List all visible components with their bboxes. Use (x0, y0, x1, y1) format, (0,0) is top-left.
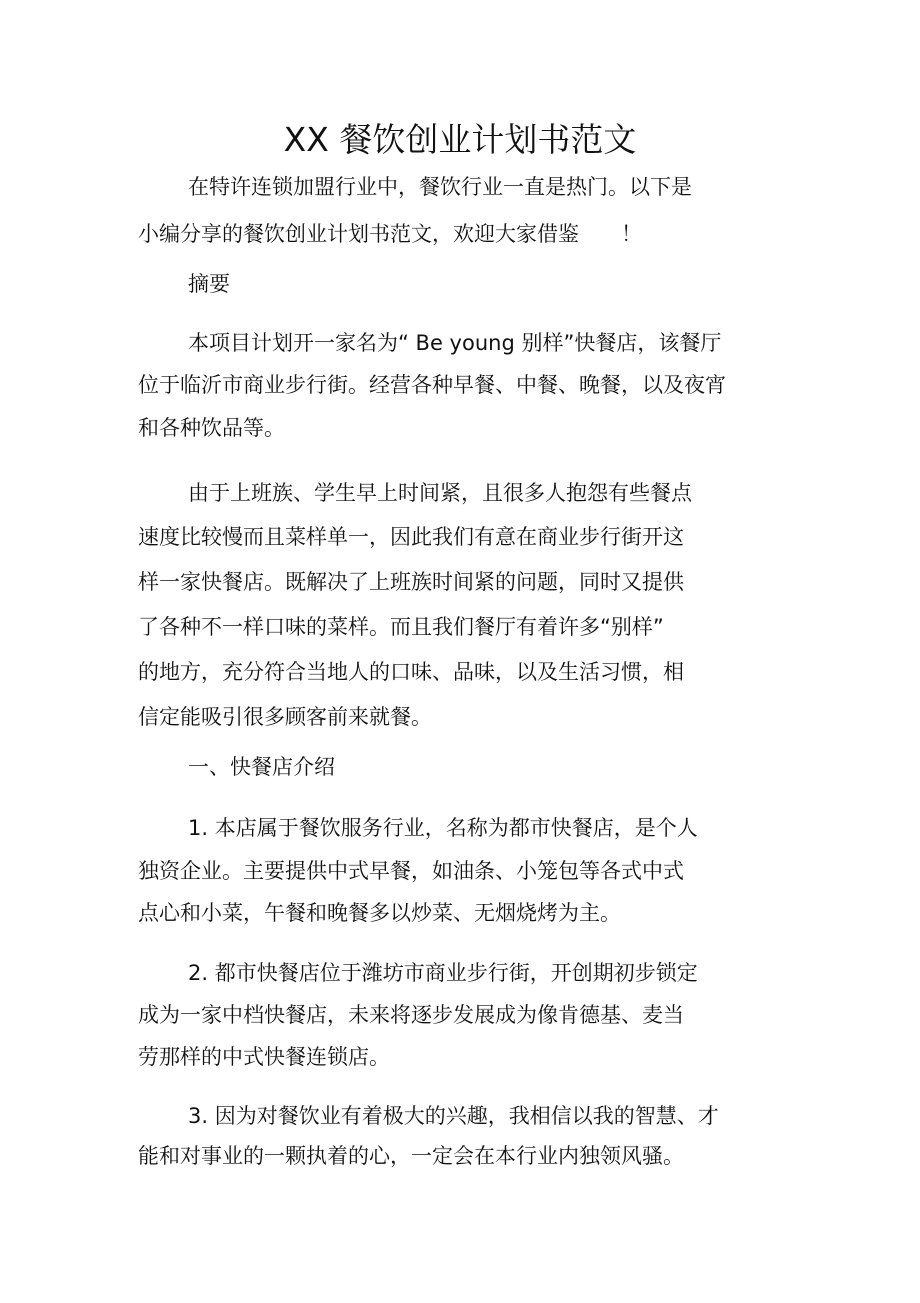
reason-line: 速度比较慢而且菜样单一，因此我们有意在商业步行街开这 (138, 525, 684, 549)
item-line: 2. 都市快餐店位于潍坊市商业步行街，开创期初步锁定 (188, 961, 698, 985)
item-line: 点心和小菜，午餐和晚餐多以炒菜、无烟烧烤为主。 (138, 901, 621, 925)
abstract-heading: 摘要 (188, 272, 230, 296)
abstract-line: 和各种饮品等。 (138, 416, 285, 440)
reason-line: 了各种不一样口味的菜样。而且我们餐厅有着许多“别样” (138, 615, 664, 639)
document-title: XX 餐饮创业计划书范文 (283, 120, 637, 159)
item-line: 劳那样的中式快餐连锁店。 (138, 1045, 390, 1069)
reason-line: 样一家快餐店。既解决了上班族时间紧的问题，同时又提供 (138, 570, 684, 594)
item-line: 能和对事业的一颗执着的心，一定会在本行业内独领风骚。 (138, 1144, 684, 1168)
item-line: 成为一家中档快餐店，未来将逐步发展成为像肯德基、麦当 (138, 1003, 684, 1027)
intro-line: 小编分享的餐饮创业计划书范文，欢迎大家借鉴 ！ (138, 222, 642, 246)
reason-line: 由于上班族、学生早上时间紧，且很多人抱怨有些餐点 (188, 481, 692, 505)
item-line: 独资企业。主要提供中式早餐，如油条、小笼包等各式中式 (138, 859, 684, 883)
abstract-line: 位于临沂市商业步行街。经营各种早餐、中餐、晚餐，以及夜宵 (138, 373, 726, 397)
item-line: 3. 因为对餐饮业有着极大的兴趣，我相信以我的智慧、才 (188, 1104, 719, 1128)
reason-line: 的地方，充分符合当地人的口味、品味，以及生活习惯，相 (138, 660, 684, 684)
intro-line: 在特许连锁加盟行业中，餐饮行业一直是热门。以下是 (188, 175, 692, 199)
abstract-line: 本项目计划开一家名为“ Be young 别样”快餐店，该餐厅 (188, 331, 722, 355)
reason-line: 信定能吸引很多顾客前来就餐。 (138, 705, 432, 729)
item-line: 1. 本店属于餐饮服务行业，名称为都市快餐店，是个人 (188, 816, 698, 840)
section-heading: 一、快餐店介绍 (188, 755, 335, 779)
